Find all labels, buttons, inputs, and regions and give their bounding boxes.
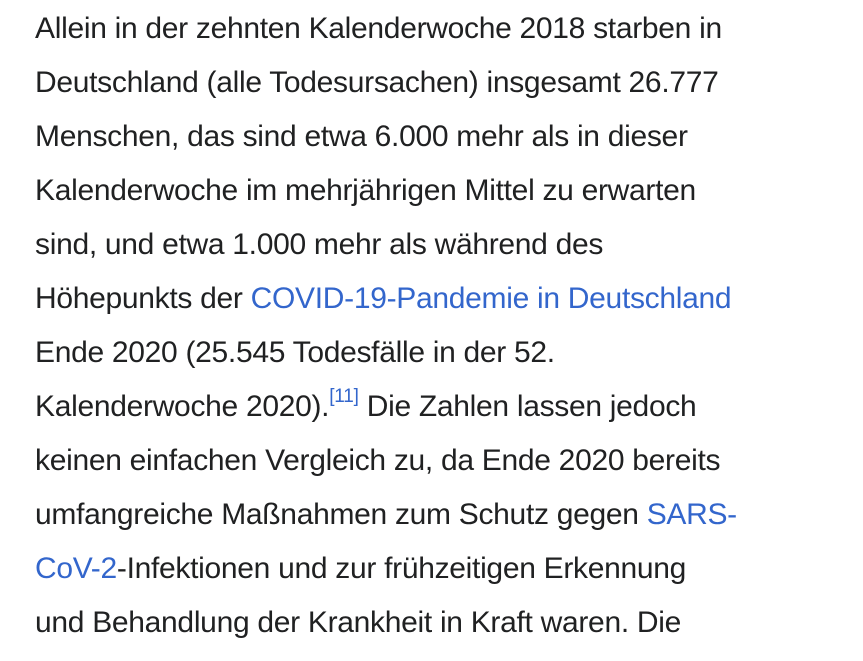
paragraph-text: Höhepunkts der <box>35 282 251 315</box>
paragraph-text: umfangreiche Maßnahmen zum Schutz gegen <box>35 498 647 531</box>
paragraph-text: Deutschland (alle Todesursachen) insgesamt 26.777 <box>35 66 719 99</box>
text-line <box>35 218 863 272</box>
paragraph-text: keinen einfachen Vergleich zu, da Ende 2020 bereits <box>35 444 721 477</box>
text-line <box>35 272 863 326</box>
text-line <box>35 488 863 542</box>
text-line <box>35 380 863 434</box>
paragraph-text: Menschen, das sind etwa 6.000 mehr als in dieser <box>35 120 688 153</box>
text-line <box>35 110 863 164</box>
text-line <box>35 434 863 488</box>
paragraph-text: Allein in der zehnten Kalenderwoche 2018 starben in <box>35 12 722 45</box>
text-line <box>35 326 863 380</box>
link-sars-cov-2-part-1[interactable]: SARS- <box>646 498 737 531</box>
text-line <box>35 542 863 596</box>
paragraph-text: Kalenderwoche im mehrjährigen Mittel zu erwarten <box>35 174 696 207</box>
paragraph-text: Ende 2020 (25.545 Todesfälle in der 52. <box>35 336 555 369</box>
link-sars-cov-2-part-2[interactable]: CoV-2 <box>35 552 117 585</box>
paragraph-text: Die Zahlen lassen jedoch <box>358 390 697 423</box>
text-line <box>35 56 863 110</box>
paragraph-text: und Behandlung der Krankheit in Kraft waren. Die <box>35 606 682 639</box>
text-line <box>35 596 863 650</box>
link-covid-19-pandemie-in-deutschland[interactable]: COVID-19-Pandemie in Deutschland <box>250 282 732 315</box>
text-line <box>35 164 863 218</box>
paragraph-text: Kalenderwoche 2020). <box>35 390 330 423</box>
reference-link-11[interactable]: [11] <box>329 386 359 407</box>
text-line <box>35 2 863 56</box>
paragraph-text: sind, und etwa 1.000 mehr als während des <box>35 228 604 261</box>
paragraph-text: -Infektionen und zur frühzeitigen Erkennung <box>116 552 687 585</box>
